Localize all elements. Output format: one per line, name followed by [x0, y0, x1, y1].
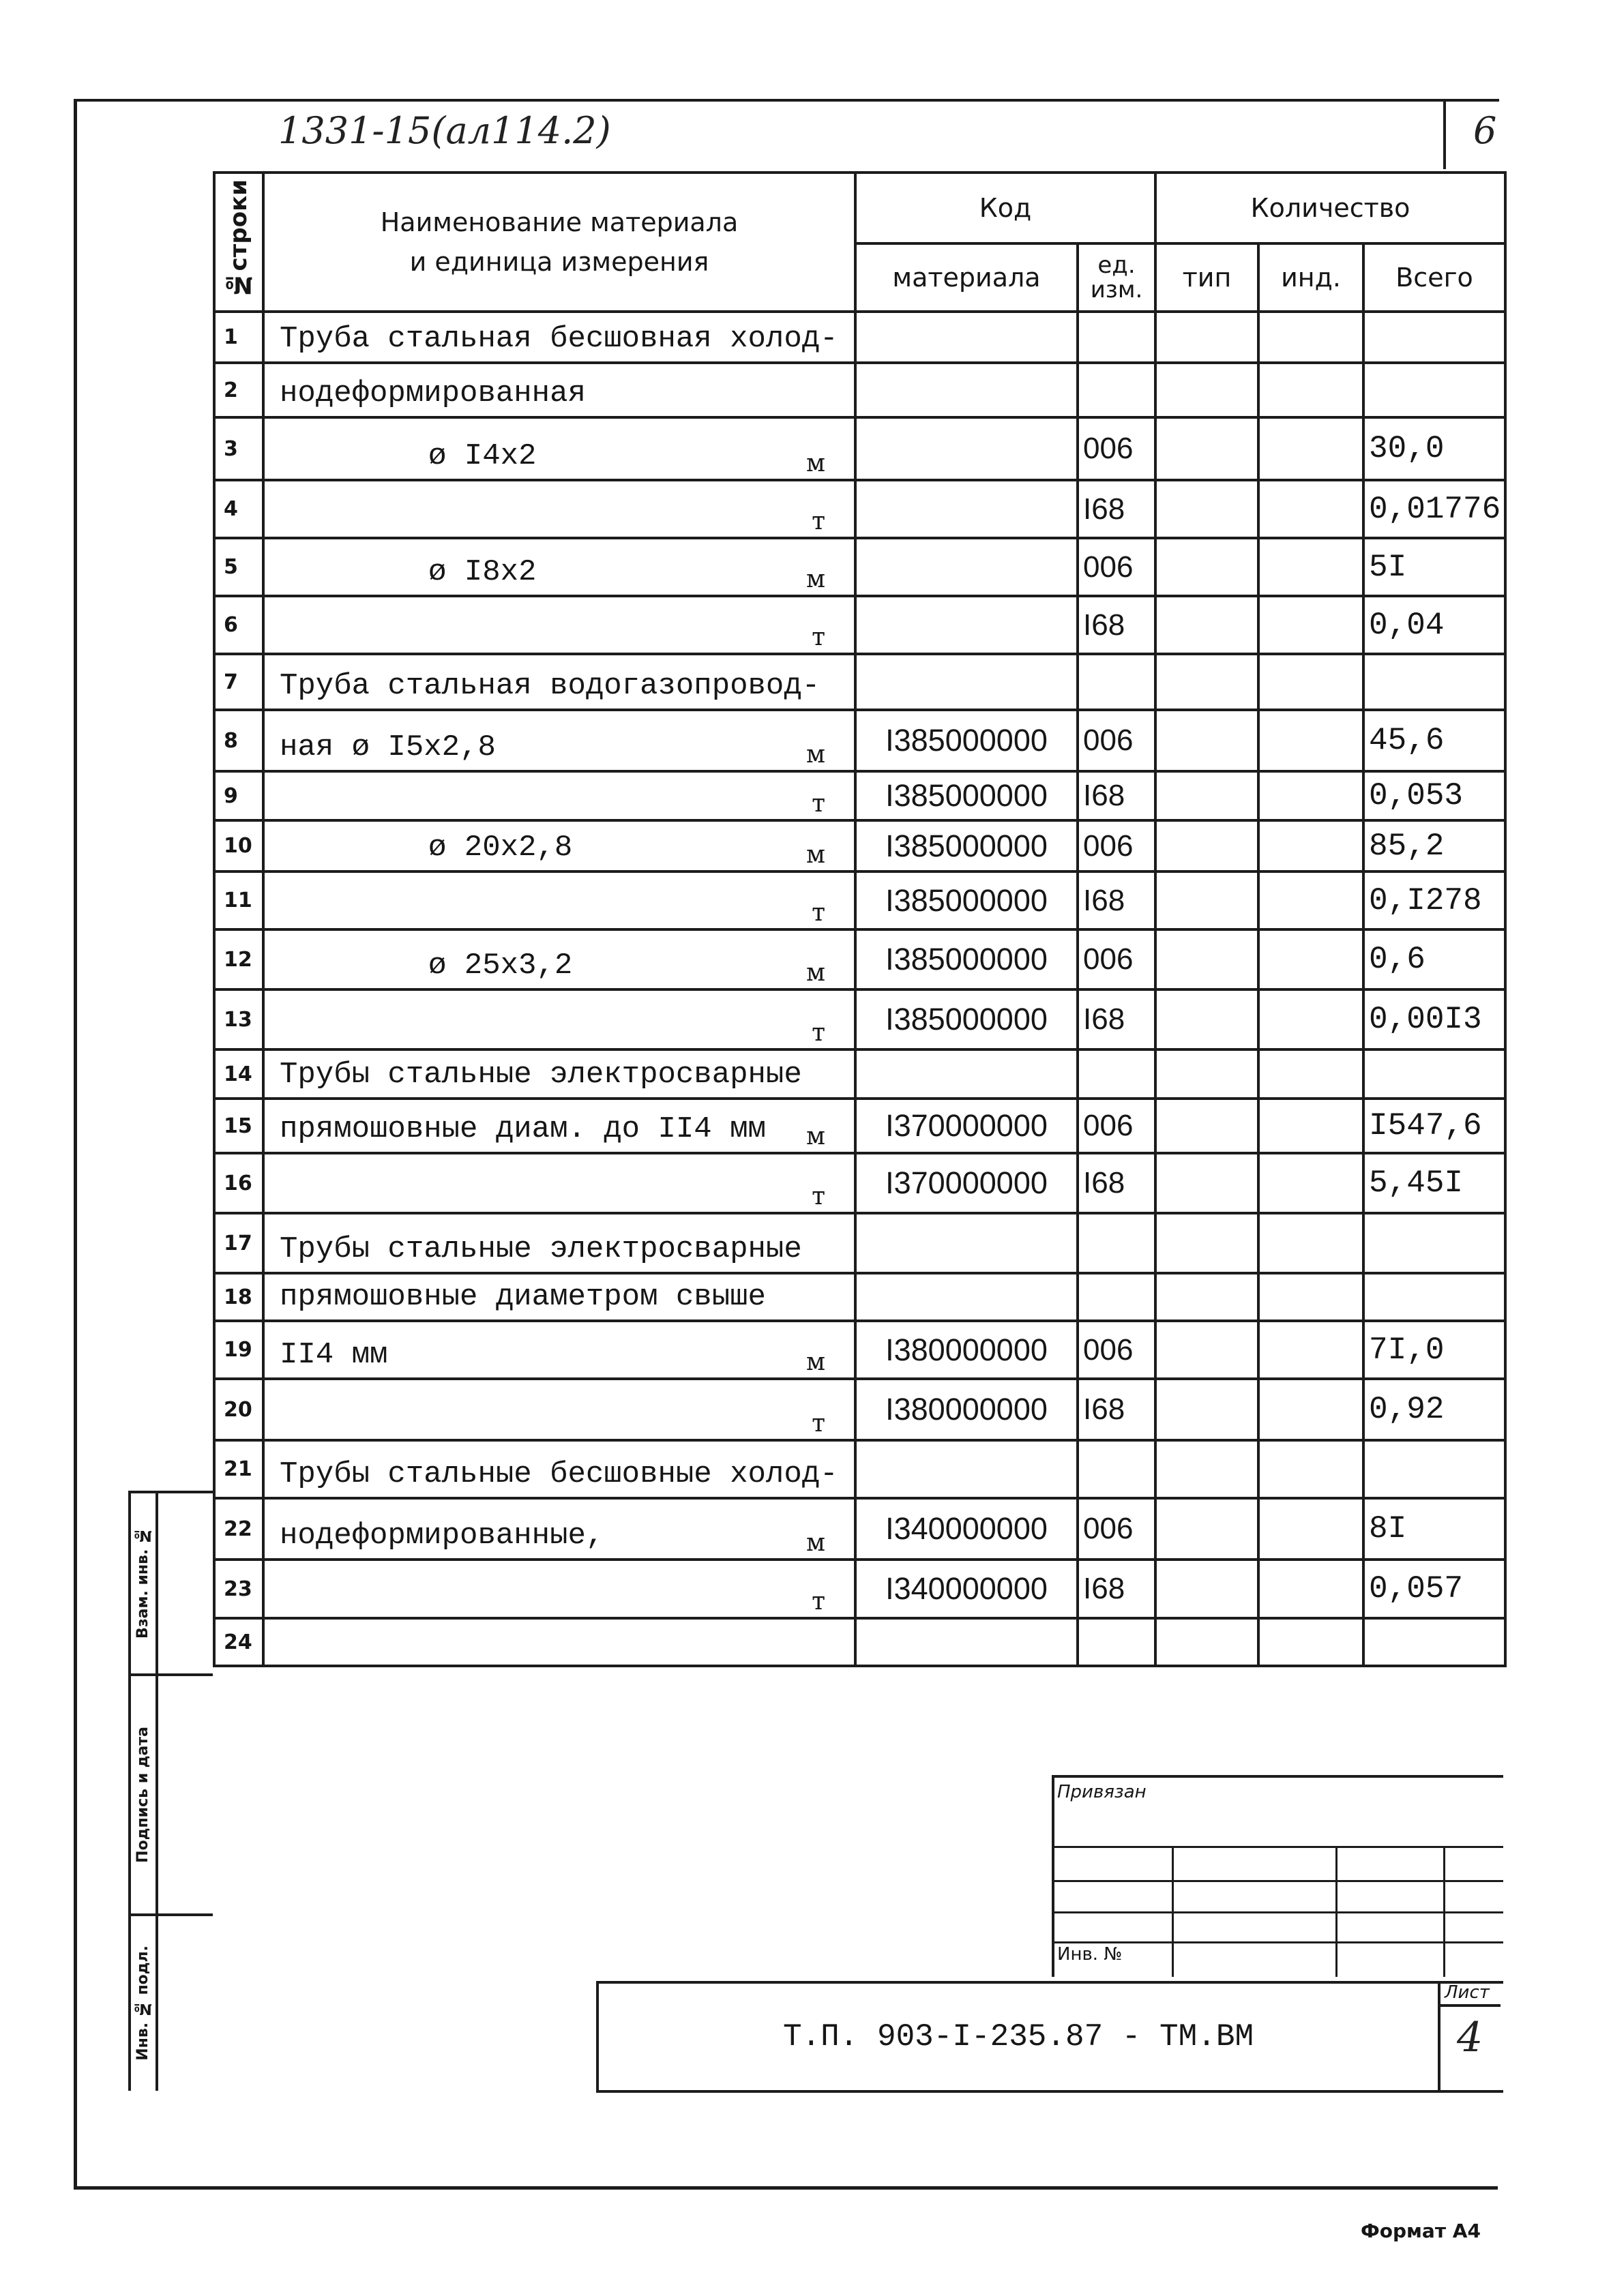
table-row	[214, 1213, 1505, 1273]
unit-code	[1078, 654, 1155, 710]
qty-total: 0,00I3	[1363, 989, 1505, 1049]
qty-ind	[1258, 1213, 1363, 1273]
material-name-text: ø I8x2	[428, 555, 537, 589]
qty-total: 0,01776	[1363, 480, 1505, 538]
row-number: 9	[214, 771, 263, 820]
unit-text: т	[812, 1019, 825, 1047]
material-name	[263, 596, 855, 654]
unit-code: 006	[1078, 417, 1155, 480]
material-code: I385000000	[855, 989, 1078, 1049]
table-row	[214, 1099, 1505, 1153]
qty-ind	[1258, 871, 1363, 929]
material-name-text: ø 25x3,2	[428, 949, 573, 983]
unit-text: м	[806, 841, 825, 869]
margin-vzam: Взам. инв. №	[134, 1527, 151, 1639]
header-quantity: Количество	[1155, 173, 1505, 243]
qty-total: 8I	[1363, 1498, 1505, 1560]
row-number: 10	[214, 820, 263, 871]
binding-stamp	[1052, 1775, 1503, 1977]
qty-type	[1155, 480, 1258, 538]
row-number: 5	[214, 538, 263, 596]
margin-inv: Инв. № подл.	[134, 1945, 151, 2061]
material-code	[855, 1049, 1078, 1099]
inv-no-label: Инв. №	[1057, 1944, 1123, 1965]
qty-type	[1155, 1379, 1258, 1440]
qty-type	[1155, 538, 1258, 596]
material-code	[855, 538, 1078, 596]
unit-code: I68	[1078, 771, 1155, 820]
row-number: 6	[214, 596, 263, 654]
material-code	[855, 654, 1078, 710]
unit-text: т	[812, 623, 825, 651]
page-corner-number: 6	[1473, 109, 1497, 152]
material-name-text: ø I4x2	[428, 439, 537, 473]
unit-text: т	[812, 1587, 825, 1615]
unit-code	[1078, 312, 1155, 363]
margin-signature: Подпись и дата	[134, 1727, 151, 1863]
unit-text: т	[812, 507, 825, 535]
material-name-text: нодеформированные,	[280, 1519, 604, 1553]
row-number: 4	[214, 480, 263, 538]
qty-total	[1363, 1440, 1505, 1498]
table-row	[214, 771, 1505, 820]
row-number: 23	[214, 1560, 263, 1618]
material-name-text: Трубы стальные электросварные	[280, 1058, 802, 1092]
materials-table	[213, 171, 1507, 1667]
table-row	[214, 820, 1505, 871]
unit-code	[1078, 363, 1155, 417]
qty-type	[1155, 1213, 1258, 1273]
unit-text: м	[806, 449, 825, 477]
table-row	[214, 1440, 1505, 1498]
qty-ind	[1258, 1440, 1363, 1498]
material-name	[263, 929, 855, 989]
material-name	[263, 654, 855, 710]
row-number: 24	[214, 1618, 263, 1666]
table-row	[214, 710, 1505, 771]
material-code: I380000000	[855, 1321, 1078, 1379]
qty-total: 0,92	[1363, 1379, 1505, 1440]
material-code: I340000000	[855, 1498, 1078, 1560]
material-name-text: Труба стальная бесшовная холод-	[280, 322, 838, 356]
header-material: материала	[855, 243, 1078, 312]
table-row	[214, 654, 1505, 710]
qty-ind	[1258, 363, 1363, 417]
qty-total: 0,6	[1363, 929, 1505, 989]
header-name: Наименование материала и единица измерения	[263, 173, 855, 312]
material-name	[263, 871, 855, 929]
qty-type	[1155, 1440, 1258, 1498]
table-row	[214, 1273, 1505, 1321]
material-name	[263, 417, 855, 480]
table-row	[214, 1321, 1505, 1379]
material-name	[263, 1049, 855, 1099]
material-name	[263, 1273, 855, 1321]
unit-code: I68	[1078, 871, 1155, 929]
qty-type	[1155, 596, 1258, 654]
qty-ind	[1258, 538, 1363, 596]
material-code: I370000000	[855, 1099, 1078, 1153]
unit-code: 006	[1078, 929, 1155, 989]
table-row	[214, 1618, 1505, 1666]
table-row	[214, 1498, 1505, 1560]
qty-total: 5I	[1363, 538, 1505, 596]
table-row	[214, 1379, 1505, 1440]
title-block	[596, 1981, 1503, 2093]
table-row	[214, 417, 1505, 480]
unit-text: м	[806, 959, 825, 987]
material-name-text: ø 20x2,8	[428, 831, 573, 865]
table-row	[214, 596, 1505, 654]
material-name	[263, 710, 855, 771]
qty-total	[1363, 654, 1505, 710]
qty-type	[1155, 1049, 1258, 1099]
qty-total	[1363, 312, 1505, 363]
row-number: 13	[214, 989, 263, 1049]
material-name-text: ная ø I5x2,8	[280, 730, 496, 764]
sheet-label: Лист	[1445, 1982, 1490, 2003]
qty-total: 45,6	[1363, 710, 1505, 771]
qty-type	[1155, 771, 1258, 820]
material-name	[263, 312, 855, 363]
qty-type	[1155, 1560, 1258, 1618]
qty-total: 0,04	[1363, 596, 1505, 654]
qty-type	[1155, 820, 1258, 871]
qty-total: 85,2	[1363, 820, 1505, 871]
unit-text: м	[806, 741, 825, 769]
qty-total: I547,6	[1363, 1099, 1505, 1153]
material-code: I385000000	[855, 871, 1078, 929]
qty-type	[1155, 1099, 1258, 1153]
qty-total	[1363, 1049, 1505, 1099]
table-row	[214, 1560, 1505, 1618]
unit-code	[1078, 1440, 1155, 1498]
unit-text: т	[812, 790, 825, 818]
material-name	[263, 1618, 855, 1666]
sheet-number: 4	[1457, 2014, 1483, 2061]
qty-total: 30,0	[1363, 417, 1505, 480]
material-name	[263, 1379, 855, 1440]
material-code	[855, 363, 1078, 417]
unit-text: т	[812, 1182, 825, 1210]
material-code	[855, 1440, 1078, 1498]
qty-type	[1155, 989, 1258, 1049]
table-row	[214, 480, 1505, 538]
unit-code: 006	[1078, 1321, 1155, 1379]
corner-divider	[1443, 101, 1446, 169]
table-row	[214, 312, 1505, 363]
qty-type	[1155, 1321, 1258, 1379]
material-name	[263, 1440, 855, 1498]
qty-ind	[1258, 771, 1363, 820]
margin-strip-line-2	[156, 1491, 158, 2091]
row-number: 22	[214, 1498, 263, 1560]
material-name	[263, 989, 855, 1049]
material-name-text: II4 мм	[280, 1338, 388, 1372]
material-name	[263, 1213, 855, 1273]
qty-type	[1155, 1498, 1258, 1560]
table-row	[214, 363, 1505, 417]
row-number: 12	[214, 929, 263, 989]
binding-label: Привязан	[1057, 1782, 1147, 1802]
qty-total: 0,053	[1363, 771, 1505, 820]
table-row	[214, 538, 1505, 596]
unit-text: т	[812, 1410, 825, 1437]
unit-code	[1078, 1618, 1155, 1666]
material-code	[855, 1213, 1078, 1273]
qty-type	[1155, 417, 1258, 480]
material-code	[855, 312, 1078, 363]
qty-total	[1363, 1273, 1505, 1321]
header-code: Код	[855, 173, 1155, 243]
material-name-text: Трубы стальные электросварные	[280, 1232, 802, 1266]
table-row	[214, 929, 1505, 989]
unit-code: 006	[1078, 820, 1155, 871]
material-name-text: прямошовные диаметром свыше	[280, 1280, 766, 1314]
material-code	[855, 1618, 1078, 1666]
row-number: 18	[214, 1273, 263, 1321]
qty-ind	[1258, 1321, 1363, 1379]
qty-total: 5,45I	[1363, 1153, 1505, 1213]
qty-ind	[1258, 1049, 1363, 1099]
header-unit: ед. изм.	[1078, 243, 1155, 312]
document-code: Т.П. 903-I-235.87 - ТМ.ВМ	[782, 2019, 1254, 2055]
header-rowno: №строки	[214, 173, 263, 312]
qty-ind	[1258, 1153, 1363, 1213]
unit-code: 006	[1078, 1498, 1155, 1560]
unit-code	[1078, 1273, 1155, 1321]
qty-total: 0,I278	[1363, 871, 1505, 929]
unit-text: т	[812, 899, 825, 927]
material-name	[263, 538, 855, 596]
row-number: 1	[214, 312, 263, 363]
header-ind: инд.	[1258, 243, 1363, 312]
material-name	[263, 771, 855, 820]
row-number: 7	[214, 654, 263, 710]
material-name	[263, 480, 855, 538]
material-code: I380000000	[855, 1379, 1078, 1440]
table-row	[214, 871, 1505, 929]
row-number: 3	[214, 417, 263, 480]
row-number: 20	[214, 1379, 263, 1440]
header-total: Всего	[1363, 243, 1505, 312]
unit-code: I68	[1078, 480, 1155, 538]
material-name	[263, 1099, 855, 1153]
unit-code: I68	[1078, 1560, 1155, 1618]
unit-text: м	[806, 565, 825, 593]
qty-ind	[1258, 989, 1363, 1049]
row-number: 16	[214, 1153, 263, 1213]
format-label: Формат А4	[1361, 2220, 1481, 2242]
unit-code	[1078, 1049, 1155, 1099]
material-code: I385000000	[855, 771, 1078, 820]
qty-ind	[1258, 417, 1363, 480]
row-number: 8	[214, 710, 263, 771]
margin-strip-div-2	[128, 1913, 213, 1916]
qty-ind	[1258, 1498, 1363, 1560]
qty-ind	[1258, 1618, 1363, 1666]
qty-ind	[1258, 1379, 1363, 1440]
material-name-text: нодеформированная	[280, 376, 586, 411]
row-number: 17	[214, 1213, 263, 1273]
material-code: I340000000	[855, 1560, 1078, 1618]
material-code	[855, 417, 1078, 480]
qty-total	[1363, 1213, 1505, 1273]
qty-ind	[1258, 1560, 1363, 1618]
row-number: 14	[214, 1049, 263, 1099]
material-code	[855, 480, 1078, 538]
unit-code: I68	[1078, 1153, 1155, 1213]
material-code: I385000000	[855, 820, 1078, 871]
table-row	[214, 1049, 1505, 1099]
qty-ind	[1258, 654, 1363, 710]
unit-code: 006	[1078, 1099, 1155, 1153]
material-code: I370000000	[855, 1153, 1078, 1213]
qty-ind	[1258, 312, 1363, 363]
unit-code: I68	[1078, 596, 1155, 654]
unit-text: м	[806, 1348, 825, 1376]
handwritten-reference: 1331-15(ал114.2)	[278, 109, 611, 152]
row-number: 15	[214, 1099, 263, 1153]
unit-code: I68	[1078, 989, 1155, 1049]
qty-ind	[1258, 1273, 1363, 1321]
qty-ind	[1258, 710, 1363, 771]
qty-type	[1155, 1153, 1258, 1213]
margin-strip-div-1	[128, 1673, 213, 1676]
material-name	[263, 1498, 855, 1560]
unit-code: 006	[1078, 710, 1155, 771]
material-code	[855, 596, 1078, 654]
qty-type	[1155, 363, 1258, 417]
material-code: I385000000	[855, 929, 1078, 989]
row-number: 21	[214, 1440, 263, 1498]
material-name	[263, 1321, 855, 1379]
material-name-text: Трубы стальные бесшовные холод-	[280, 1457, 838, 1491]
header-type: тип	[1155, 243, 1258, 312]
qty-total: 7I,0	[1363, 1321, 1505, 1379]
unit-text: м	[806, 1122, 825, 1150]
row-number: 2	[214, 363, 263, 417]
qty-total	[1363, 363, 1505, 417]
qty-type	[1155, 710, 1258, 771]
material-name	[263, 1153, 855, 1213]
qty-total: 0,057	[1363, 1560, 1505, 1618]
material-code: I385000000	[855, 710, 1078, 771]
material-name	[263, 1560, 855, 1618]
table-row	[214, 989, 1505, 1049]
qty-type	[1155, 1273, 1258, 1321]
row-number: 11	[214, 871, 263, 929]
material-name-text: прямошовные диам. до II4 мм	[280, 1112, 766, 1146]
qty-ind	[1258, 1099, 1363, 1153]
material-name	[263, 820, 855, 871]
qty-ind	[1258, 929, 1363, 989]
table-row	[214, 1153, 1505, 1213]
qty-total	[1363, 1618, 1505, 1666]
qty-type	[1155, 312, 1258, 363]
row-number: 19	[214, 1321, 263, 1379]
material-name-text: Труба стальная водогазопровод-	[280, 669, 821, 703]
material-name	[263, 363, 855, 417]
qty-type	[1155, 871, 1258, 929]
unit-code: I68	[1078, 1379, 1155, 1440]
unit-code	[1078, 1213, 1155, 1273]
unit-code: 006	[1078, 538, 1155, 596]
qty-ind	[1258, 820, 1363, 871]
qty-ind	[1258, 596, 1363, 654]
unit-text: м	[806, 1529, 825, 1557]
qty-type	[1155, 1618, 1258, 1666]
qty-type	[1155, 654, 1258, 710]
qty-type	[1155, 929, 1258, 989]
material-code	[855, 1273, 1078, 1321]
qty-ind	[1258, 480, 1363, 538]
